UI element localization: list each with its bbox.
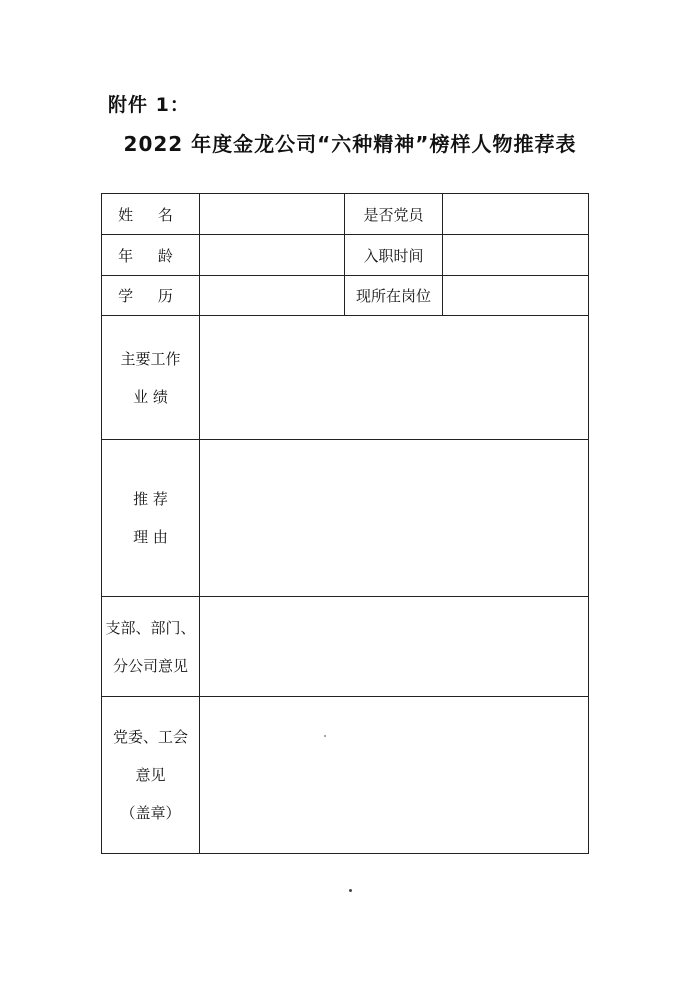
row-achievements: [102, 316, 589, 440]
label-name: 姓 名: [102, 194, 200, 235]
scan-speck: [349, 889, 352, 892]
dept-opinion-field[interactable]: [200, 597, 589, 697]
label-education: 学 历: [102, 276, 200, 316]
label-entry-date: 入职时间: [345, 235, 443, 276]
current-position-field[interactable]: [443, 276, 589, 316]
row-committee-opinion: [102, 697, 589, 854]
age-field[interactable]: [200, 235, 345, 276]
recommendation-form-table: [101, 193, 589, 854]
label-reason: 推 荐 理 由: [102, 440, 200, 597]
row-education-position: [102, 276, 589, 316]
label-party-member: 是否党员: [345, 194, 443, 235]
form-title: 2022 年度金龙公司“六种精神”榜样人物推荐表: [123, 132, 577, 156]
achievements-field[interactable]: [200, 316, 589, 440]
committee-opinion-field[interactable]: [200, 697, 589, 854]
row-age-entry: [102, 235, 589, 276]
label-age: 年 龄: [102, 235, 200, 276]
reason-field[interactable]: [200, 440, 589, 597]
education-field[interactable]: [200, 276, 345, 316]
row-name-party: [102, 194, 589, 235]
label-dept-opinion: 支部、部门、 分公司意见: [102, 597, 200, 697]
row-reason: [102, 440, 589, 597]
entry-date-field[interactable]: [443, 235, 589, 276]
attachment-label: 附件 1：: [108, 94, 190, 116]
party-member-field[interactable]: [443, 194, 589, 235]
name-field[interactable]: [200, 194, 345, 235]
scan-speck: [324, 735, 326, 737]
label-committee-opinion: 党委、工会 意见 （盖章）: [102, 697, 200, 854]
label-current-position: 现所在岗位: [345, 276, 443, 316]
label-achievements: 主要工作 业 绩: [102, 316, 200, 440]
row-dept-opinion: [102, 597, 589, 697]
